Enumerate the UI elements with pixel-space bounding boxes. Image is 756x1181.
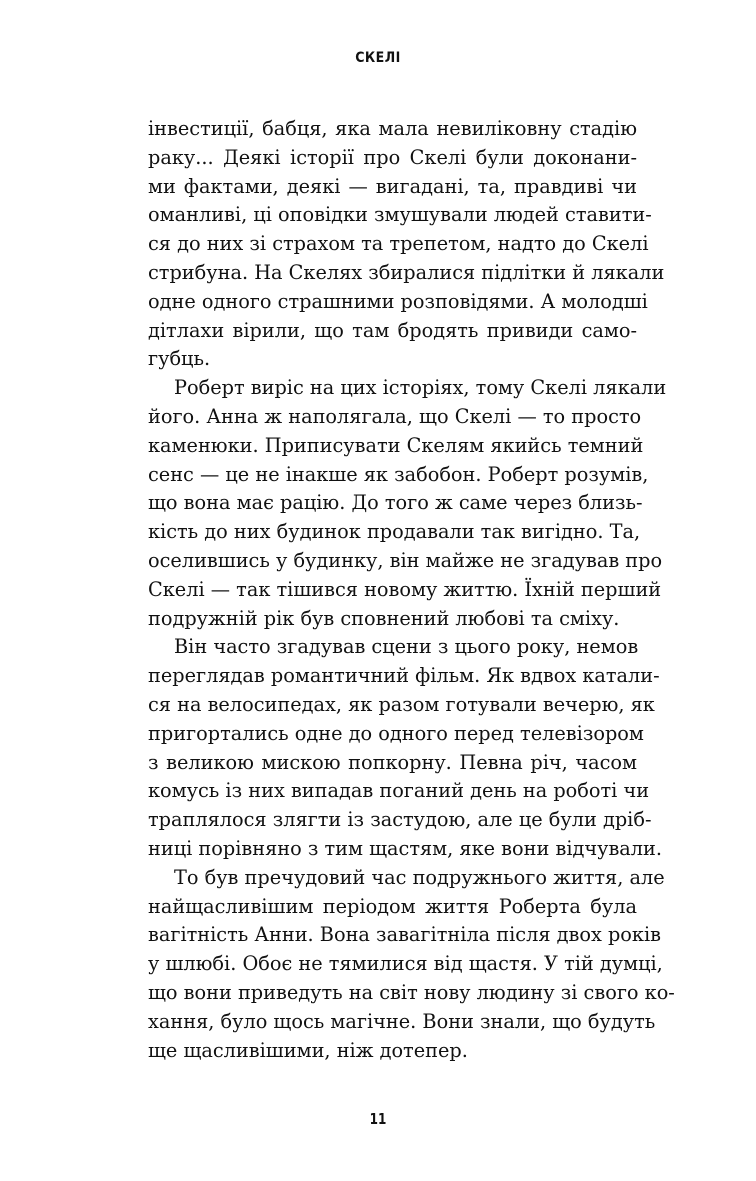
text-line: ми фактами, деякі — вигадані, та, правдиві чи — [148, 174, 637, 198]
text-line: у шлюбі. Обоє не тямилися від щастя. У тій думці, — [148, 952, 663, 976]
text-line: ще щасливішими, ніж дотепер. — [148, 1038, 468, 1062]
text-line: кість до них будинок продавали так вигідно. Та, — [148, 520, 641, 544]
text-line: хання, було щось магічне. Вони знали, що будуть — [148, 1009, 656, 1033]
text-line: інвестиції, бабця, яка мала невиліковну стадію — [148, 117, 637, 140]
text-line: Він часто згадував сцени з цього року, немов — [174, 635, 639, 659]
text-line: Роберт виріс на цих історіях, тому Скелі лякали — [174, 376, 667, 400]
text-line: ся до них зі страхом та трепетом, надто до Скелі — [148, 232, 649, 256]
text-line: стрибуна. На Скелях збиралися підлітки й лякали — [148, 260, 665, 284]
running-header: СКЕЛІ — [355, 50, 401, 66]
text-line: оманливі, ці оповідки змушували людей ставити- — [148, 203, 652, 227]
text-line: з великою мискою попкорну. Певна річ, часом — [148, 750, 637, 774]
paragraph — [148, 115, 665, 374]
text-line: що вони приведуть на світ нову людину зі свого ко- — [148, 980, 675, 1004]
text-line: сенс — це не інакше як забобон. Роберт розумів, — [148, 462, 649, 486]
text-line: що вона має рацію. До того ж саме через близь- — [148, 491, 643, 515]
text-line: губць. — [148, 347, 211, 371]
text-line: одне одного страшними розповідями. А молодші — [148, 289, 648, 313]
page-number: 11 — [369, 1110, 387, 1128]
text-line: Скелі — так тішився новому життю. Їхній перший — [148, 577, 662, 601]
text-line: пригортались одне до одного перед телевізором — [148, 721, 644, 745]
paragraph — [148, 864, 675, 1066]
text-line: дітлахи вірили, що там бродять привиди само- — [148, 318, 637, 342]
text-line: його. Анна ж наполягала, що Скелі — то просто — [148, 404, 642, 428]
text-line: раку... Деякі історії про Скелі були доконани- — [148, 145, 637, 169]
paragraph — [148, 374, 667, 633]
paragraph — [148, 633, 663, 863]
text-line: найщасливішим періодом життя Роберта була — [148, 894, 637, 918]
text-line: комусь із них випадав поганий день на роботі чи — [148, 779, 650, 803]
text-line: ся на велосипедах, як разом готували вечерю, як — [148, 692, 655, 716]
text-line: оселившись у будинку, він майже не згадував про — [148, 548, 663, 572]
page-body-text — [148, 115, 675, 1065]
text-line: переглядав романтичний фільм. Як вдвох катали- — [148, 664, 660, 688]
text-line: каменюки. Приписувати Скелям якийсь темний — [148, 433, 644, 457]
text-line: То був пречудовий час подружнього життя, але — [174, 865, 665, 889]
text-line: траплялося злягти із застудою, але це були дріб- — [148, 808, 652, 832]
text-line: ниці порівняно з тим щастям, яке вони відчували. — [148, 836, 663, 860]
text-line: вагітність Анни. Вона завагітніла після двох років — [148, 923, 661, 947]
text-line: подружній рік був сповнений любові та сміху. — [148, 606, 620, 630]
